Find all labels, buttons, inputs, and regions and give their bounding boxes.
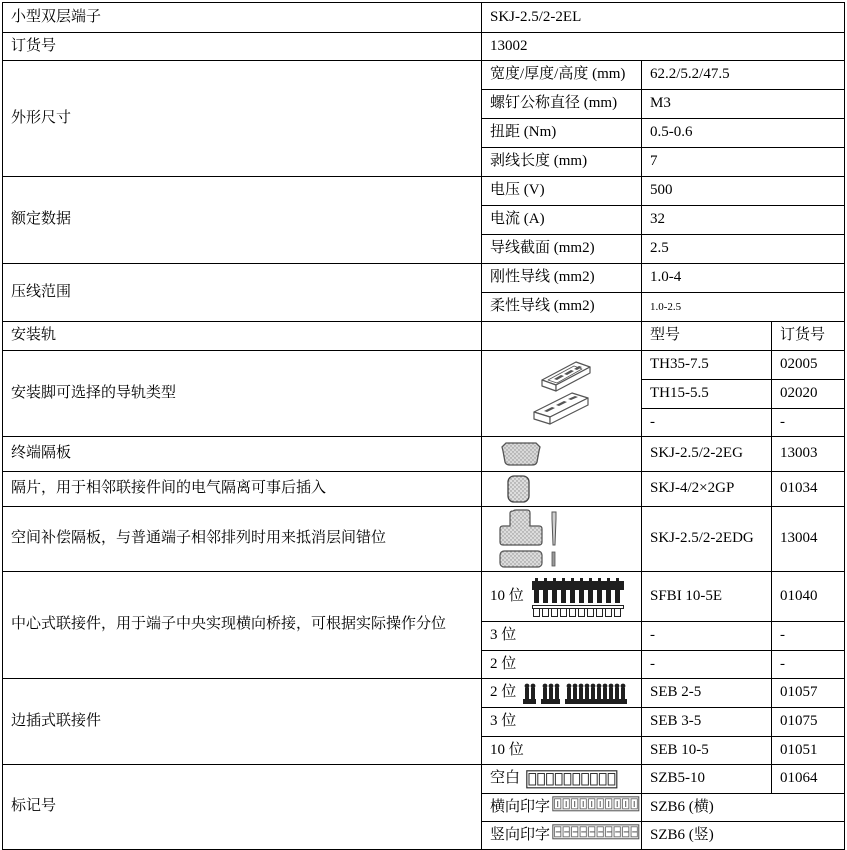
- marker-order-value: 01064: [772, 765, 845, 794]
- table-row: [3, 33, 845, 61]
- marker-model-value: SZB5-10: [642, 765, 772, 794]
- rail-order-value: 02005: [772, 351, 845, 380]
- rail-model-value: TH35-7.5: [642, 351, 772, 380]
- marker-strip-vertical-icon: [552, 824, 640, 840]
- clamping-row-value: 1.0-4: [642, 264, 845, 293]
- rail-types-label: 安装脚可选择的导轨类型: [3, 351, 482, 437]
- side-jumper-model-value: SEB 2-5: [642, 679, 772, 708]
- dimensions-label: 外形尺寸: [3, 61, 482, 177]
- dim-row-name: 扭距 (Nm): [482, 119, 642, 148]
- rail-section-label: 安装轨: [3, 322, 482, 351]
- table-row: [3, 177, 845, 206]
- side-jumper-pos: 3 位: [482, 708, 642, 737]
- jumper-comb-10-icon: [530, 576, 628, 618]
- rated-data-label: 额定数据: [3, 177, 482, 264]
- end-plate-order-value: 13003: [772, 437, 845, 472]
- marker-pos-cell: [482, 822, 642, 850]
- table-row: [3, 679, 845, 708]
- side-jumper-pos-cell: [482, 679, 642, 708]
- center-jumper-order-value: -: [772, 622, 845, 651]
- rail-order-value: -: [772, 409, 845, 437]
- table-row: [3, 61, 845, 90]
- spacer-plate-model-value: SKJ-2.5/2-2EDG: [642, 507, 772, 572]
- rated-row-name: 电流 (A): [482, 206, 642, 235]
- side-jumper-pos: 2 位: [490, 684, 517, 701]
- order-column-header: 订货号: [772, 322, 845, 351]
- center-jumper-pos: 10 位: [490, 587, 524, 604]
- marker-pos: 空白: [490, 770, 521, 787]
- dim-row-name: 宽度/厚度/高度 (mm): [482, 61, 642, 90]
- spacer-plate-order-value: 13004: [772, 507, 845, 572]
- marker-model-value: SZB6 (竖): [642, 822, 845, 850]
- order-no-label: 订货号: [3, 33, 482, 61]
- table-row: [3, 351, 845, 380]
- side-jumper-pos: 10 位: [482, 737, 642, 765]
- table-row: [3, 322, 845, 351]
- rated-row-name: 导线截面 (mm2): [482, 235, 642, 264]
- center-jumper-pos: 3 位: [482, 622, 642, 651]
- table-row: [3, 765, 845, 794]
- side-jumper-label: 边插式联接件: [3, 679, 482, 765]
- marker-pos: 竖向印字: [490, 826, 551, 843]
- marker-pos: 横向印字: [490, 798, 551, 815]
- table-row: [3, 3, 845, 33]
- marker-pos-cell: [482, 794, 642, 822]
- marker-strip-blank-icon: [526, 770, 618, 789]
- table-row: [3, 472, 845, 507]
- clamping-row-name: 刚性导线 (mm2): [482, 264, 642, 293]
- rated-row-name: 电压 (V): [482, 177, 642, 206]
- terminal-spec-table: [2, 2, 845, 850]
- table-row: [3, 507, 845, 572]
- table-row: [3, 264, 845, 293]
- jumper-pins-set-icon: [522, 681, 632, 706]
- rail-model-value: -: [642, 409, 772, 437]
- dim-row-value: 7: [642, 148, 845, 177]
- din-rail-pair-icon: [524, 354, 600, 434]
- product-title-label: 小型双层端子: [3, 3, 482, 33]
- side-jumper-model-value: SEB 3-5: [642, 708, 772, 737]
- product-model-value: SKJ-2.5/2-2EL: [482, 3, 845, 33]
- partition-icon: [506, 474, 532, 504]
- marker-strip-horizontal-icon: [552, 796, 640, 812]
- markers-label: 标记号: [3, 765, 482, 850]
- end-plate-image-cell: [482, 437, 642, 472]
- center-jumper-pos: 2 位: [482, 651, 642, 679]
- end-plate-label: 终端隔板: [3, 437, 482, 472]
- side-jumper-order-value: 01075: [772, 708, 845, 737]
- partition-label: 隔片，用于相邻联接件间的电气隔离可事后插入: [3, 472, 482, 507]
- clamping-row-name: 柔性导线 (mm2): [482, 293, 642, 322]
- rail-header-empty-cell: [482, 322, 642, 351]
- side-jumper-model-value: SEB 10-5: [642, 737, 772, 765]
- dim-row-name: 剥线长度 (mm): [482, 148, 642, 177]
- rail-order-value: 02020: [772, 380, 845, 409]
- table-row: [3, 437, 845, 472]
- center-jumper-order-value: 01040: [772, 572, 845, 622]
- partition-order-value: 01034: [772, 472, 845, 507]
- center-jumper-order-value: -: [772, 651, 845, 679]
- marker-pos-cell: [482, 765, 642, 794]
- spacer-plate-image-cell: [482, 507, 642, 572]
- dim-row-value: M3: [642, 90, 845, 119]
- partition-model-value: SKJ-4/2×2GP: [642, 472, 772, 507]
- dim-row-name: 螺钉公称直径 (mm): [482, 90, 642, 119]
- center-jumper-model-value: -: [642, 651, 772, 679]
- side-jumper-order-value: 01057: [772, 679, 845, 708]
- center-jumper-label: 中心式联接件，用于端子中央实现横向桥接，可根据实际操作分位: [3, 572, 482, 679]
- rated-row-value: 2.5: [642, 235, 845, 264]
- rated-row-value: 500: [642, 177, 845, 206]
- end-plate-model-value: SKJ-2.5/2-2EG: [642, 437, 772, 472]
- table-row: [3, 572, 845, 622]
- side-jumper-order-value: 01051: [772, 737, 845, 765]
- partition-image-cell: [482, 472, 642, 507]
- clamping-row-value: 1.0-2.5: [642, 293, 845, 322]
- rail-image-cell: [482, 351, 642, 437]
- center-jumper-model-value: SFBI 10-5E: [642, 572, 772, 622]
- dim-row-value: 62.2/5.2/47.5: [642, 61, 845, 90]
- spacer-plate-icon: [496, 509, 568, 569]
- rail-model-value: TH15-5.5: [642, 380, 772, 409]
- spacer-plate-label: 空间补偿隔板，与普通端子相邻排列时用来抵消层间错位: [3, 507, 482, 572]
- clamping-range-label: 压线范围: [3, 264, 482, 322]
- center-jumper-pos-cell: [482, 572, 642, 622]
- order-no-value: 13002: [482, 33, 845, 61]
- dim-row-value: 0.5-0.6: [642, 119, 845, 148]
- marker-model-value: SZB6 (横): [642, 794, 845, 822]
- end-plate-icon: [498, 441, 544, 467]
- model-column-header: 型号: [642, 322, 772, 351]
- spec-table: [2, 2, 845, 850]
- center-jumper-model-value: -: [642, 622, 772, 651]
- rated-row-value: 32: [642, 206, 845, 235]
